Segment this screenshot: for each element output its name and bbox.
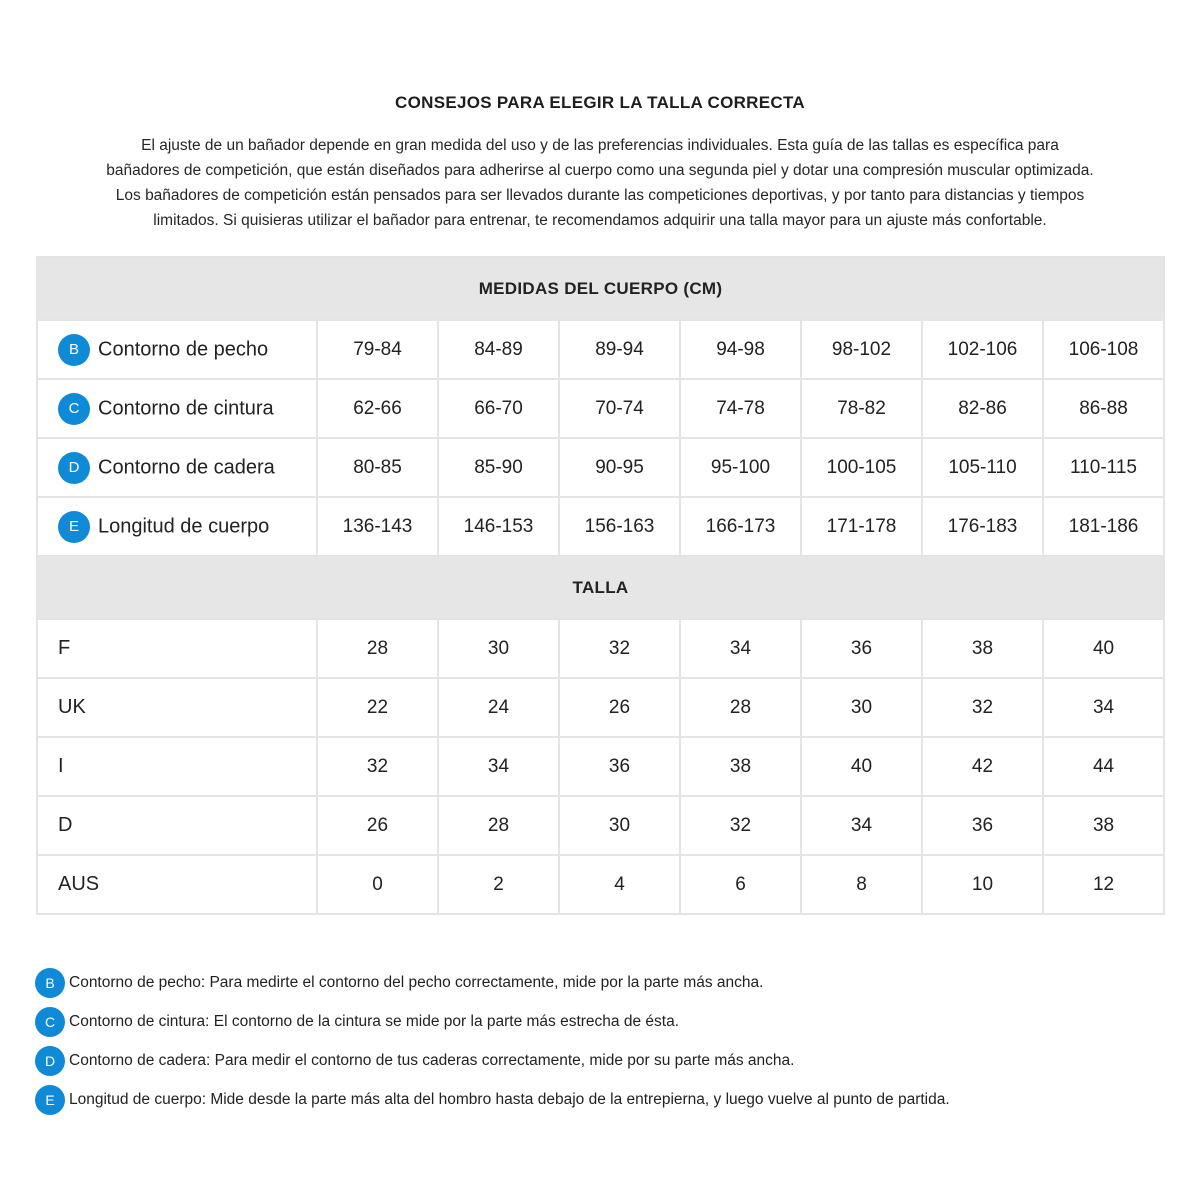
intro-paragraph bbox=[30, 133, 1170, 233]
value-cell: 82-86 bbox=[922, 379, 1043, 438]
note-text: Contorno de pecho: Para medirte el contorno del pecho correctamente, mide por la parte más ancha. bbox=[69, 973, 764, 991]
value-cell: 66-70 bbox=[438, 379, 559, 438]
value-cell: 84-89 bbox=[438, 320, 559, 379]
value-cell: 34 bbox=[680, 619, 801, 678]
value-cell: 78-82 bbox=[801, 379, 922, 438]
note-text: Longitud de cuerpo: Mide desde la parte más alta del hombro hasta debajo de la entrepierna, y luego vuelve al punto de partida. bbox=[69, 1090, 950, 1108]
row-label: Contorno de cadera bbox=[98, 456, 275, 478]
page-title: CONSEJOS PARA ELEGIR LA TALLA CORRECTA bbox=[395, 93, 805, 112]
value-cell: 28 bbox=[438, 796, 559, 855]
size-chart-table bbox=[36, 256, 1165, 915]
note-item bbox=[35, 1080, 1175, 1119]
value-cell: 166-173 bbox=[680, 497, 801, 556]
row-label-cell bbox=[37, 737, 317, 796]
value-cell: 30 bbox=[559, 796, 680, 855]
intro-line: bañadores de competición, que están diseñados para adherirse al cuerpo como una segunda piel y dotar una compresión muscular optimizada. bbox=[106, 162, 1094, 179]
intro-line: limitados. Si quisieras utilizar el bañador para entrenar, te recomendamos adquirir una talla mayor para un ajuste más confortable. bbox=[153, 212, 1047, 229]
measurement-badge: B bbox=[35, 968, 65, 998]
note-text: Contorno de cintura: El contorno de la cintura se mide por la parte más estrecha de ésta. bbox=[69, 1012, 680, 1030]
section-heading: MEDIDAS DEL CUERPO (CM) bbox=[37, 257, 1164, 320]
value-cell: 156-163 bbox=[559, 497, 680, 556]
value-cell: 42 bbox=[922, 737, 1043, 796]
section-heading: TALLA bbox=[37, 556, 1164, 619]
row-label: Contorno de cintura bbox=[98, 397, 274, 419]
value-cell: 22 bbox=[317, 678, 438, 737]
measurement-badge: B bbox=[58, 334, 90, 366]
size-row bbox=[37, 796, 1164, 855]
value-cell: 28 bbox=[680, 678, 801, 737]
value-cell: 32 bbox=[680, 796, 801, 855]
value-cell: 80-85 bbox=[317, 438, 438, 497]
value-cell: 181-186 bbox=[1043, 497, 1164, 556]
value-cell: 98-102 bbox=[801, 320, 922, 379]
measurement-badge: E bbox=[58, 511, 90, 543]
row-label-cell bbox=[37, 379, 317, 438]
measurement-notes bbox=[35, 963, 1175, 1119]
value-cell: 85-90 bbox=[438, 438, 559, 497]
row-label-cell bbox=[37, 619, 317, 678]
row-label-cell bbox=[37, 678, 317, 737]
row-label-cell bbox=[37, 497, 317, 556]
value-cell: 4 bbox=[559, 855, 680, 914]
value-cell: 171-178 bbox=[801, 497, 922, 556]
value-cell: 26 bbox=[559, 678, 680, 737]
value-cell: 110-115 bbox=[1043, 438, 1164, 497]
measurement-row bbox=[37, 497, 1164, 556]
value-cell: 62-66 bbox=[317, 379, 438, 438]
value-cell: 26 bbox=[317, 796, 438, 855]
measurement-row bbox=[37, 438, 1164, 497]
intro-line: Los bañadores de competición están pensados para ser llevados durante las competiciones deportivas, y por tanto para distancias y tiempos bbox=[115, 187, 1085, 204]
row-label: I bbox=[58, 755, 64, 778]
value-cell: 86-88 bbox=[1043, 379, 1164, 438]
row-label: D bbox=[58, 814, 73, 837]
value-cell: 38 bbox=[680, 737, 801, 796]
row-label: F bbox=[58, 637, 71, 660]
value-cell: 90-95 bbox=[559, 438, 680, 497]
value-cell: 36 bbox=[922, 796, 1043, 855]
size-row bbox=[37, 737, 1164, 796]
row-label: Contorno de pecho bbox=[98, 338, 269, 360]
value-cell: 30 bbox=[438, 619, 559, 678]
measurement-badge: E bbox=[35, 1085, 65, 1115]
measurement-row bbox=[37, 320, 1164, 379]
value-cell: 36 bbox=[559, 737, 680, 796]
measurement-row bbox=[37, 379, 1164, 438]
body-measurements-header bbox=[37, 257, 1164, 320]
value-cell: 28 bbox=[317, 619, 438, 678]
value-cell: 79-84 bbox=[317, 320, 438, 379]
value-cell: 102-106 bbox=[922, 320, 1043, 379]
measurement-badge: C bbox=[35, 1007, 65, 1037]
value-cell: 10 bbox=[922, 855, 1043, 914]
size-row bbox=[37, 619, 1164, 678]
value-cell: 32 bbox=[922, 678, 1043, 737]
value-cell: 32 bbox=[559, 619, 680, 678]
value-cell: 8 bbox=[801, 855, 922, 914]
value-cell: 100-105 bbox=[801, 438, 922, 497]
value-cell: 74-78 bbox=[680, 379, 801, 438]
row-label: UK bbox=[58, 696, 86, 719]
value-cell: 40 bbox=[801, 737, 922, 796]
intro-line: El ajuste de un bañador depende en gran medida del uso y de las preferencias individuales. Esta guía de las tallas es específica para bbox=[141, 137, 1059, 154]
value-cell: 34 bbox=[1043, 678, 1164, 737]
note-item bbox=[35, 1002, 1175, 1041]
note-item bbox=[35, 1041, 1175, 1080]
value-cell: 105-110 bbox=[922, 438, 1043, 497]
row-label: Longitud de cuerpo bbox=[98, 515, 270, 537]
row-label-cell bbox=[37, 320, 317, 379]
row-label-cell bbox=[37, 438, 317, 497]
value-cell: 6 bbox=[680, 855, 801, 914]
value-cell: 36 bbox=[801, 619, 922, 678]
value-cell: 34 bbox=[438, 737, 559, 796]
measurement-badge: C bbox=[58, 393, 90, 425]
value-cell: 70-74 bbox=[559, 379, 680, 438]
size-header bbox=[37, 556, 1164, 619]
measurement-badge: D bbox=[58, 452, 90, 484]
value-cell: 24 bbox=[438, 678, 559, 737]
value-cell: 32 bbox=[317, 737, 438, 796]
value-cell: 94-98 bbox=[680, 320, 801, 379]
value-cell: 38 bbox=[1043, 796, 1164, 855]
value-cell: 38 bbox=[922, 619, 1043, 678]
value-cell: 0 bbox=[317, 855, 438, 914]
size-row bbox=[37, 678, 1164, 737]
row-label-cell bbox=[37, 855, 317, 914]
value-cell: 44 bbox=[1043, 737, 1164, 796]
value-cell: 106-108 bbox=[1043, 320, 1164, 379]
value-cell: 12 bbox=[1043, 855, 1164, 914]
note-item bbox=[35, 963, 1175, 1002]
note-text: Contorno de cadera: Para medir el contorno de tus caderas correctamente, mide por su parte más ancha. bbox=[69, 1051, 795, 1069]
value-cell: 2 bbox=[438, 855, 559, 914]
value-cell: 136-143 bbox=[317, 497, 438, 556]
value-cell: 95-100 bbox=[680, 438, 801, 497]
size-chart-body bbox=[37, 257, 1164, 914]
value-cell: 30 bbox=[801, 678, 922, 737]
value-cell: 146-153 bbox=[438, 497, 559, 556]
row-label: AUS bbox=[58, 873, 100, 896]
row-label-cell bbox=[37, 796, 317, 855]
value-cell: 34 bbox=[801, 796, 922, 855]
value-cell: 176-183 bbox=[922, 497, 1043, 556]
measurement-badge: D bbox=[35, 1046, 65, 1076]
value-cell: 40 bbox=[1043, 619, 1164, 678]
value-cell: 89-94 bbox=[559, 320, 680, 379]
size-row bbox=[37, 855, 1164, 914]
